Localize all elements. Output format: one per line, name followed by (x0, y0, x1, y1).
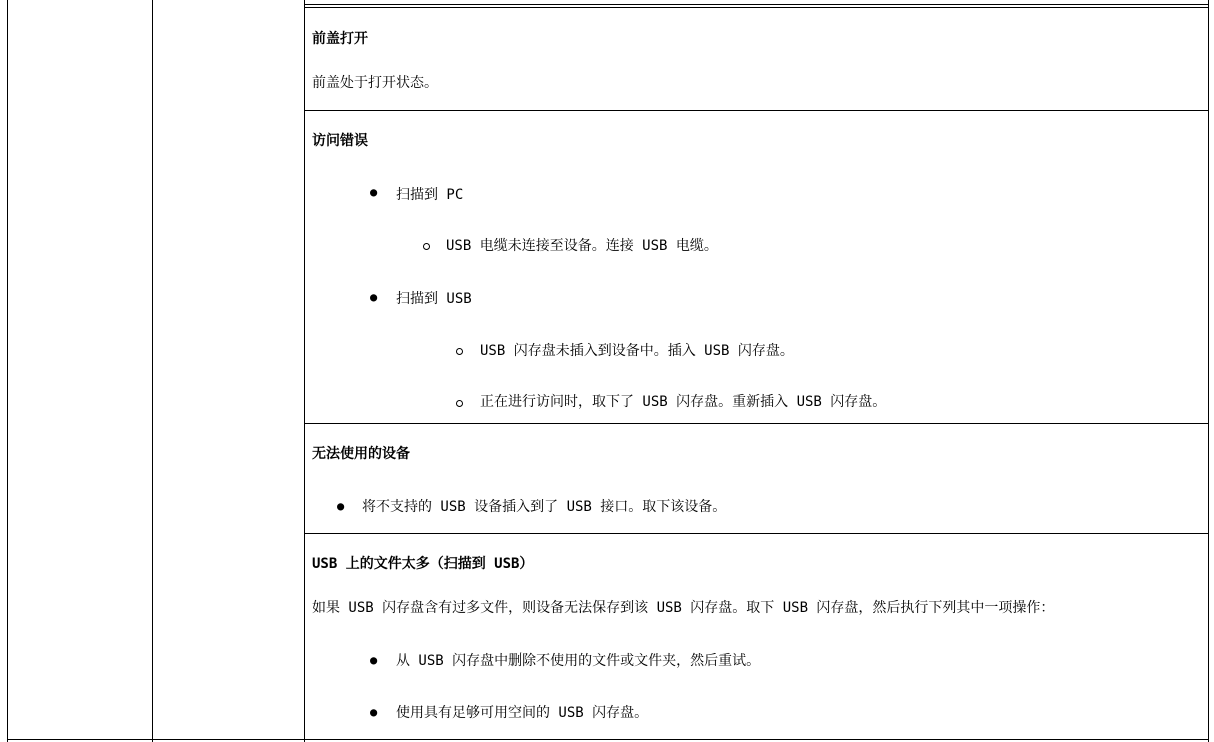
row-divider-top (304, 4, 1209, 5)
list-item: 扫描到 PC (396, 187, 464, 203)
row-divider-1 (304, 110, 1209, 111)
bullet-dot-icon: ● (370, 705, 378, 719)
table-border-bottom (7, 739, 1209, 740)
list-item: 将不支持的 USB 设备插入到了 USB 接口。取下该设备。 (362, 499, 727, 515)
row-divider-2 (304, 423, 1209, 424)
section-title: 访问错误 (312, 133, 368, 149)
bullet-dot-icon: ● (337, 499, 345, 513)
table-column-divider-2 (304, 0, 305, 742)
section-title: 前盖打开 (312, 31, 368, 47)
sub-list-item: USB 电缆未连接至设备。连接 USB 电缆。 (446, 238, 718, 254)
bullet-dot-icon: ● (370, 185, 378, 199)
bullet-circle-icon (456, 400, 463, 407)
bullet-dot-icon: ● (370, 653, 378, 667)
row-divider-3 (304, 533, 1209, 534)
sub-list-item: 正在进行访问时，取下了 USB 闪存盘。重新插入 USB 闪存盘。 (480, 394, 887, 410)
section-title: USB 上的文件太多（扫描到 USB） (312, 556, 534, 572)
table-border-right (1208, 0, 1209, 742)
section-title: 无法使用的设备 (312, 446, 410, 462)
sub-list-item: USB 闪存盘未插入到设备中。插入 USB 闪存盘。 (480, 343, 794, 359)
bullet-circle-icon (423, 243, 430, 250)
table-column-divider-1 (152, 0, 153, 742)
section-description: 如果 USB 闪存盘含有过多文件，则设备无法保存到该 USB 闪存盘。取下 USB 闪存盘，然后执行下列其中一项操作： (312, 600, 1055, 616)
row-divider-top-2 (304, 7, 1209, 8)
section-description: 前盖处于打开状态。 (312, 75, 438, 91)
list-item: 扫描到 USB (396, 291, 472, 307)
bullet-circle-icon (456, 348, 463, 355)
bullet-dot-icon: ● (370, 290, 378, 304)
list-item: 使用具有足够可用空间的 USB 闪存盘。 (396, 705, 649, 721)
table-border-left (7, 0, 8, 742)
list-item: 从 USB 闪存盘中删除不使用的文件或文件夹，然后重试。 (396, 653, 761, 669)
